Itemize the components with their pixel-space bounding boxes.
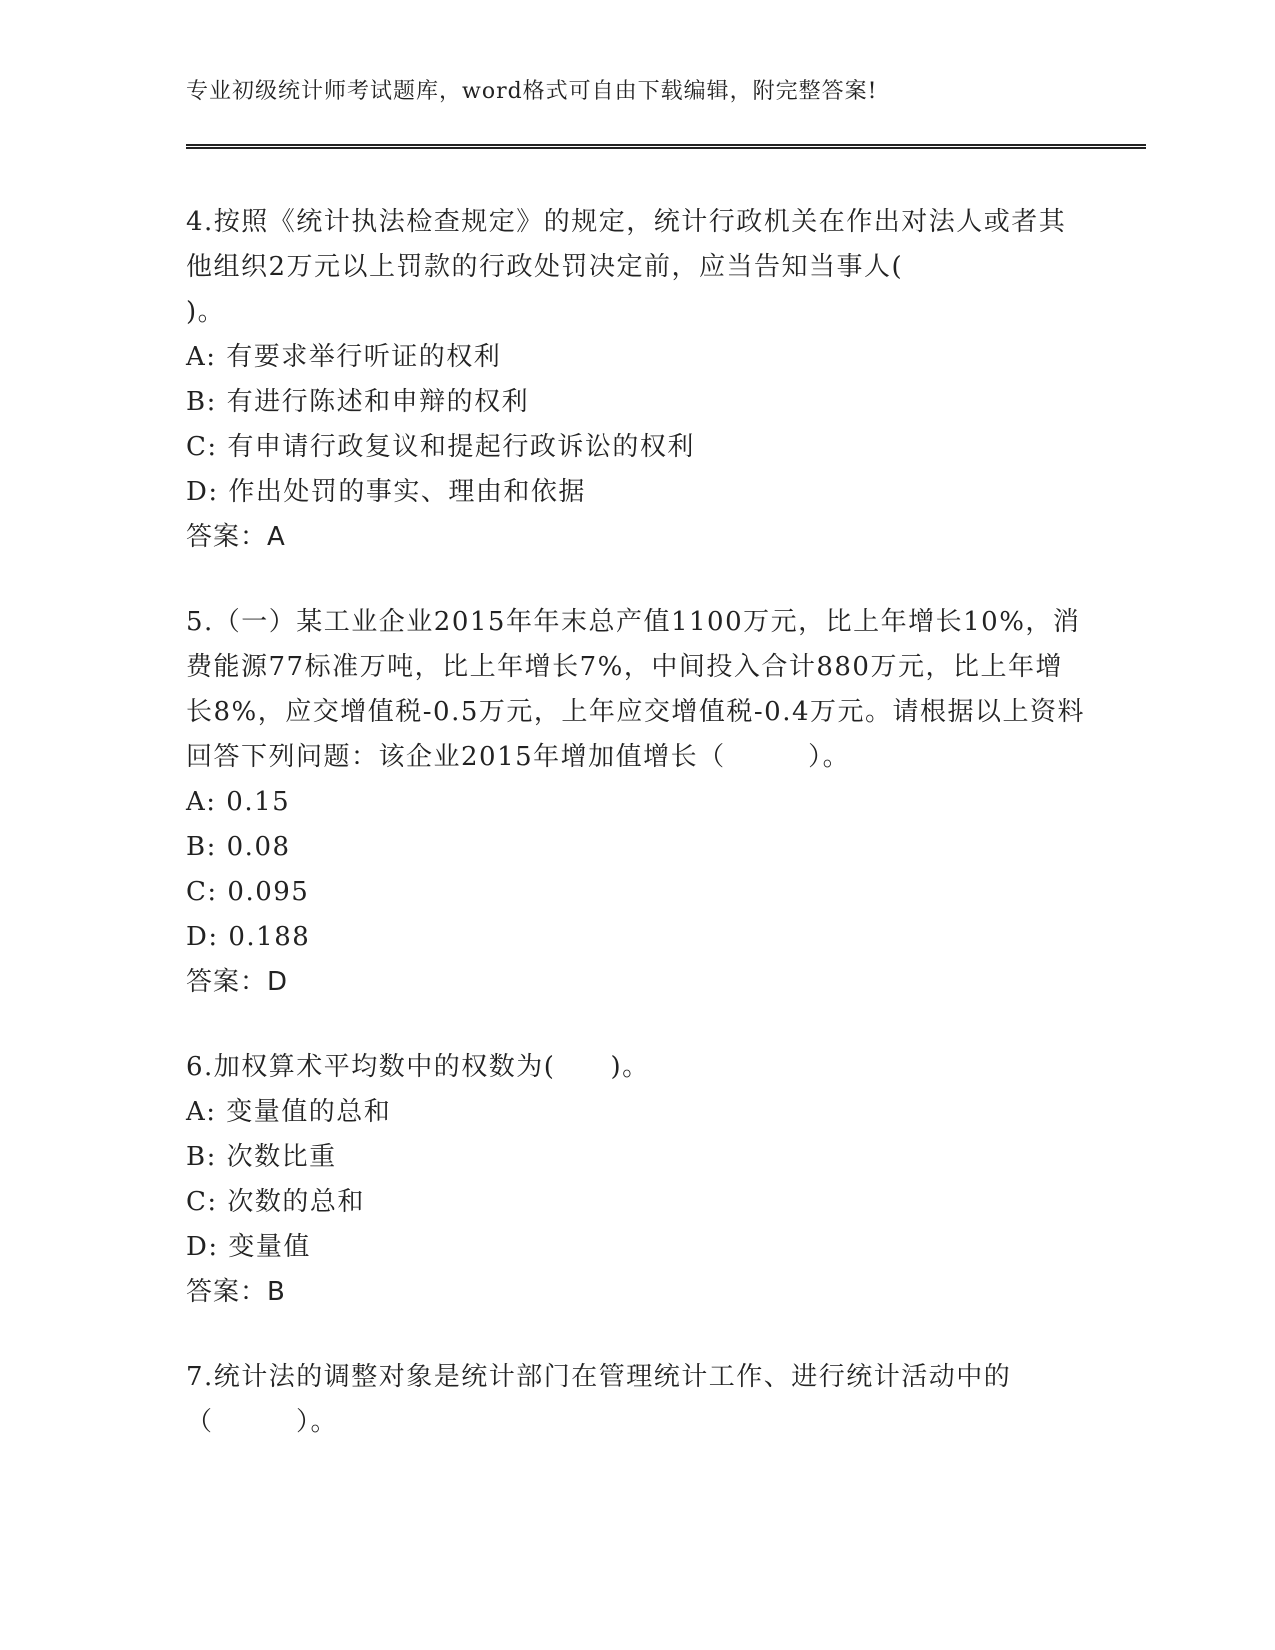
- option-a: A: 变量值的总和: [186, 1097, 392, 1127]
- page-header-title: 专业初级统计师考试题库，word格式可自由下载编辑，附完整答案!: [186, 79, 878, 104]
- question-5: [186, 600, 1086, 1005]
- question-6: [186, 1045, 1086, 1315]
- option-c: C: 有申请行政复议和提起行政诉讼的权利: [186, 432, 695, 462]
- option-b: B: 有进行陈述和申辩的权利: [186, 387, 530, 417]
- question-7: [186, 1355, 1086, 1445]
- option-c: C: 次数的总和: [186, 1187, 365, 1217]
- question-text: 7.统计法的调整对象是统计部门在管理统计工作、进行统计活动中的（ ）。: [186, 1362, 1012, 1437]
- answer-line: 答案：D: [186, 967, 289, 997]
- header-divider: [186, 144, 1146, 149]
- option-d: D: 0.188: [186, 922, 311, 952]
- question-text: 5.（一）某工业企业2015年年末总产值1100万元，比上年增长10%，消费能源77标准万吨，比上年增长7%，中间投入合计880万元，比上年增长8%，应交增值税-0.5万元，上年应交增值税-0.4万元。请根据以上资料回答下列问题：该企业2015年增加值增长（ ）。: [186, 607, 1086, 772]
- option-d: D: 变量值: [186, 1232, 311, 1262]
- question-text: 4.按照《统计执法检查规定》的规定，统计行政机关在作出对法人或者其他组织2万元以上罚款的行政处罚决定前，应当告知当事人( )。: [186, 207, 1067, 327]
- option-b: B: 次数比重: [186, 1142, 337, 1172]
- option-b: B: 0.08: [186, 832, 291, 862]
- question-list: [186, 200, 1086, 1485]
- question-4: [186, 200, 1086, 560]
- answer-line: 答案：B: [186, 1277, 286, 1307]
- option-c: C: 0.095: [186, 877, 310, 907]
- option-a: A: 有要求举行听证的权利: [186, 342, 502, 372]
- option-a: A: 0.15: [186, 787, 291, 817]
- answer-line: 答案：A: [186, 522, 286, 552]
- option-d: D: 作出处罚的事实、理由和依据: [186, 477, 586, 507]
- question-text: 6.加权算术平均数中的权数为( )。: [186, 1052, 650, 1082]
